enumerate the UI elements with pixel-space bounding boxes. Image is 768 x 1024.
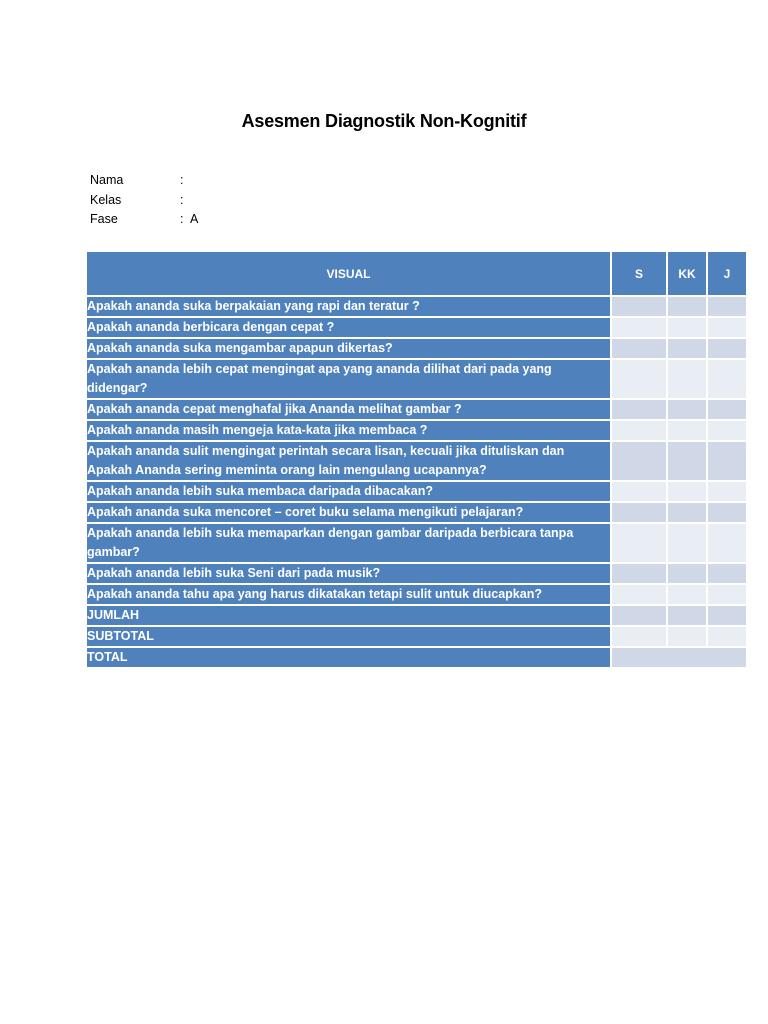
subtotal-j[interactable] [707, 626, 747, 647]
cell-kk[interactable] [667, 481, 707, 502]
cell-s[interactable] [611, 317, 667, 338]
info-label: Fase [90, 212, 118, 226]
page-title: Asesmen Diagnostik Non-Kognitif [241, 111, 527, 131]
header-s: S [611, 251, 667, 296]
table-row [86, 563, 747, 584]
table-header-row [86, 251, 747, 296]
cell-j[interactable] [707, 502, 747, 523]
table-row [86, 523, 747, 563]
info-label: Kelas [90, 192, 122, 207]
cell-kk[interactable] [667, 338, 707, 359]
table-row [86, 584, 747, 605]
cell-kk[interactable] [667, 563, 707, 584]
cell-j[interactable] [707, 563, 747, 584]
cell-j[interactable] [707, 338, 747, 359]
info-row-fase: Fase : A [90, 210, 198, 230]
question-text: Apakah ananda lebih cepat mengingat apa yang ananda dilihat dari pada yang didengar? [86, 359, 611, 399]
cell-j[interactable] [707, 441, 747, 481]
question-text: Apakah ananda suka mengambar apapun dikertas? [86, 338, 611, 359]
cell-j[interactable] [707, 359, 747, 399]
question-text: Apakah ananda lebih suka memaparkan dengan gambar daripada berbicara tanpa gambar? [86, 523, 611, 563]
question-text: Apakah ananda suka mencoret – coret buku selama mengikuti pelajaran? [86, 502, 611, 523]
cell-j[interactable] [707, 584, 747, 605]
cell-j[interactable] [707, 420, 747, 441]
cell-kk[interactable] [667, 523, 707, 563]
table-row [86, 420, 747, 441]
cell-j[interactable] [707, 481, 747, 502]
info-row-kelas: Kelas : [90, 191, 198, 211]
total-value[interactable] [611, 647, 747, 668]
question-text: Apakah ananda lebih suka membaca daripada dibacakan? [86, 481, 611, 502]
cell-j[interactable] [707, 317, 747, 338]
cell-kk[interactable] [667, 317, 707, 338]
header-visual: VISUAL [86, 251, 611, 296]
cell-s[interactable] [611, 502, 667, 523]
question-text: Apakah ananda cepat menghafal jika Ananda melihat gambar ? [86, 399, 611, 420]
table-row [86, 502, 747, 523]
question-text: Apakah ananda tahu apa yang harus dikatakan tetapi sulit untuk diucapkan? [86, 584, 611, 605]
table-row [86, 359, 747, 399]
table-row [86, 338, 747, 359]
table-row [86, 296, 747, 317]
table-row [86, 441, 747, 481]
info-value: A [190, 212, 199, 226]
subtotal-s[interactable] [611, 626, 667, 647]
jumlah-j[interactable] [707, 605, 747, 626]
header-j: J [707, 251, 747, 296]
table-row [86, 399, 747, 420]
table-row [86, 317, 747, 338]
info-label: Nama [90, 173, 124, 187]
cell-kk[interactable] [667, 441, 707, 481]
cell-s[interactable] [611, 420, 667, 441]
assessment-table [85, 250, 748, 669]
subtotal-kk[interactable] [667, 626, 707, 647]
cell-kk[interactable] [667, 420, 707, 441]
cell-s[interactable] [611, 296, 667, 317]
question-text: Apakah ananda berbicara dengan cepat ? [86, 317, 611, 338]
cell-s[interactable] [611, 584, 667, 605]
cell-s[interactable] [611, 441, 667, 481]
cell-kk[interactable] [667, 359, 707, 399]
cell-s[interactable] [611, 399, 667, 420]
info-row-nama: Nama : [90, 171, 198, 191]
subtotal-label: SUBTOTAL [86, 626, 611, 647]
cell-s[interactable] [611, 481, 667, 502]
cell-s[interactable] [611, 359, 667, 399]
jumlah-label: JUMLAH [86, 605, 611, 626]
question-text: Apakah ananda sulit mengingat perintah secara lisan, kecuali jika dituliskan dan Apakah Ananda sering meminta orang lain mengulang ucapannya? [86, 441, 611, 481]
jumlah-row [86, 605, 747, 626]
cell-j[interactable] [707, 399, 747, 420]
total-label: TOTAL [86, 647, 611, 668]
jumlah-s[interactable] [611, 605, 667, 626]
cell-kk[interactable] [667, 296, 707, 317]
cell-kk[interactable] [667, 502, 707, 523]
cell-j[interactable] [707, 296, 747, 317]
question-text: Apakah ananda lebih suka Seni dari pada musik? [86, 563, 611, 584]
header-kk: KK [667, 251, 707, 296]
total-row [86, 647, 747, 668]
cell-j[interactable] [707, 523, 747, 563]
cell-kk[interactable] [667, 584, 707, 605]
jumlah-kk[interactable] [667, 605, 707, 626]
cell-s[interactable] [611, 338, 667, 359]
question-text: Apakah ananda masih mengeja kata-kata jika membaca ? [86, 420, 611, 441]
cell-s[interactable] [611, 523, 667, 563]
student-info [90, 171, 198, 230]
cell-s[interactable] [611, 563, 667, 584]
cell-kk[interactable] [667, 399, 707, 420]
question-text: Apakah ananda suka berpakaian yang rapi dan teratur ? [86, 296, 611, 317]
subtotal-row [86, 626, 747, 647]
table-row [86, 481, 747, 502]
